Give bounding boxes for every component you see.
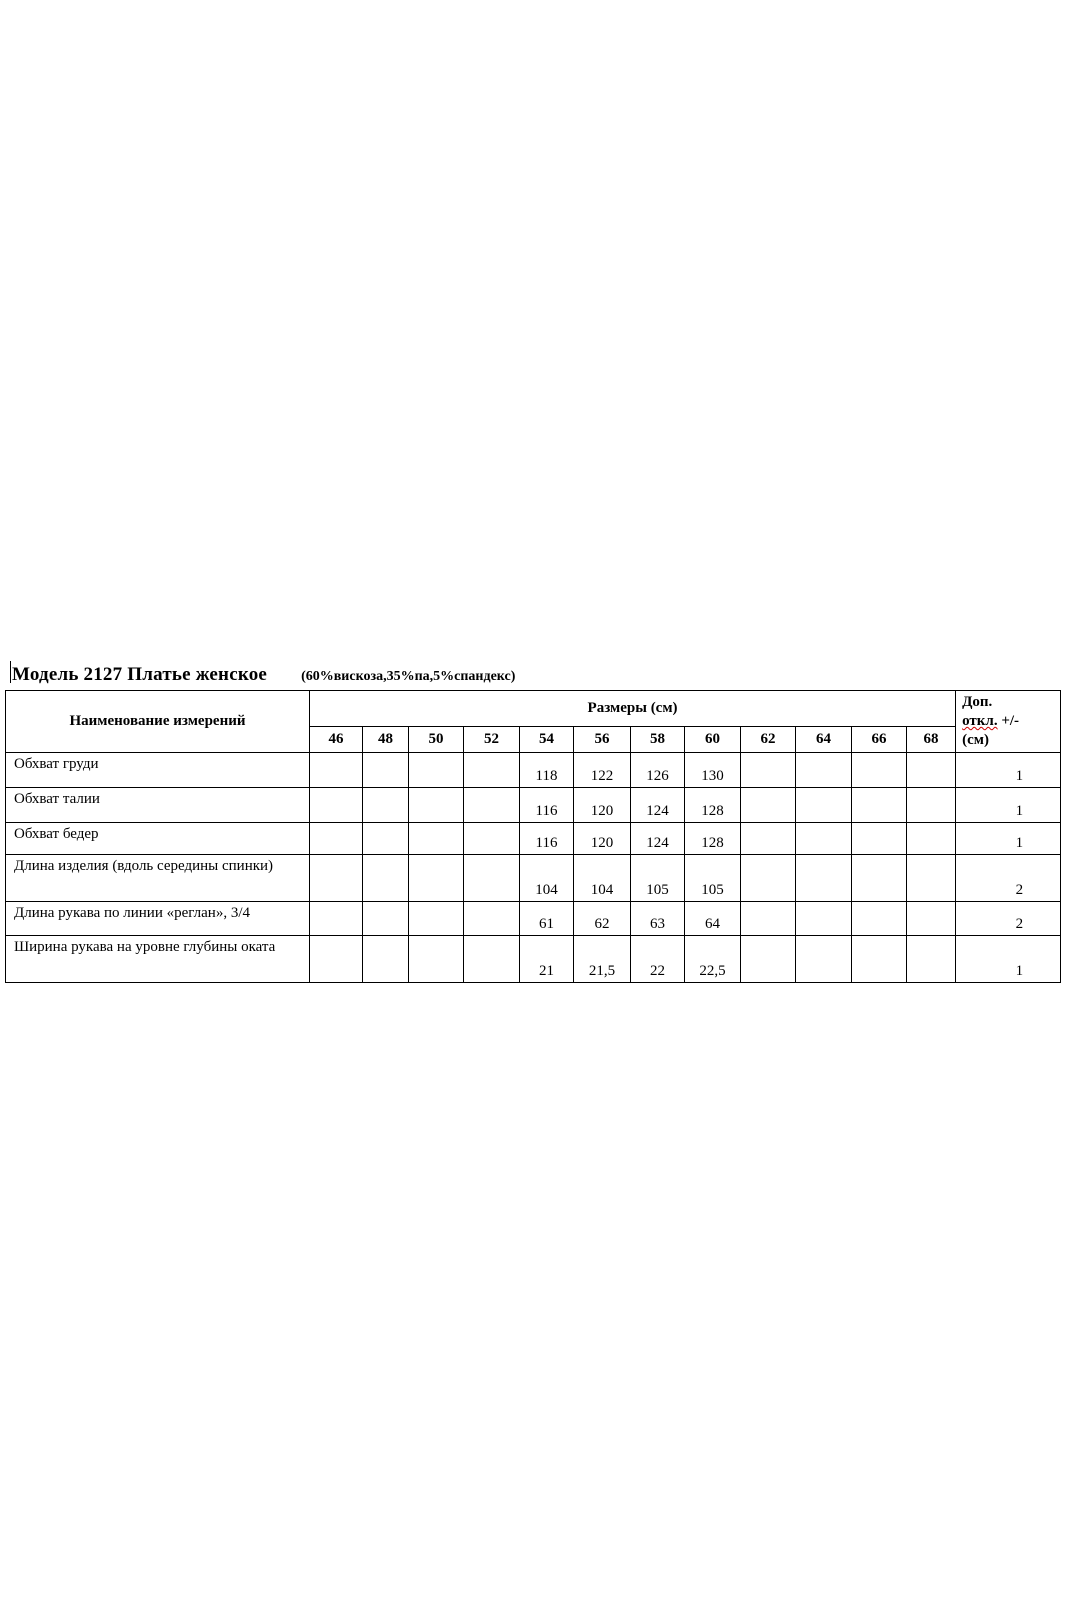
tolerance-header-unit: (см) <box>962 732 989 748</box>
tolerance-value: 2 <box>956 855 1061 902</box>
tolerance-header <box>956 691 1061 753</box>
measurement-value-size-48 <box>363 823 409 855</box>
measurement-value-size-48 <box>363 788 409 823</box>
measurement-value-size-62 <box>741 823 796 855</box>
measurement-value-size-48 <box>363 753 409 788</box>
measurement-value-size-66 <box>852 753 907 788</box>
measurement-value-size-68 <box>907 788 956 823</box>
measurement-rows <box>6 753 1061 983</box>
measurement-value-size-46 <box>310 855 363 902</box>
tolerance-value: 1 <box>956 936 1061 983</box>
measurement-value-size-64 <box>796 902 852 936</box>
measurement-value-size-56: 120 <box>574 788 631 823</box>
measurement-value-size-62 <box>741 936 796 983</box>
measurement-value-size-58: 22 <box>631 936 685 983</box>
measurement-value-size-54: 61 <box>520 902 574 936</box>
measurement-value-size-54: 118 <box>520 753 574 788</box>
measurement-value-size-66 <box>852 823 907 855</box>
measurement-value-size-68 <box>907 855 956 902</box>
table-header-row <box>6 691 1061 727</box>
measurement-value-size-48 <box>363 855 409 902</box>
measurement-value-size-62 <box>741 855 796 902</box>
measurement-value-size-56: 104 <box>574 855 631 902</box>
size-56: 56 <box>574 726 631 752</box>
measurement-value-size-62 <box>741 902 796 936</box>
measurement-value-size-68 <box>907 753 956 788</box>
measurement-name: Обхват бедер <box>6 823 310 855</box>
table-row <box>6 753 1061 788</box>
measurement-value-size-46 <box>310 902 363 936</box>
text-cursor <box>10 661 11 683</box>
measurement-value-size-46 <box>310 936 363 983</box>
measurement-value-size-56: 120 <box>574 823 631 855</box>
tolerance-header-line1: Доп. <box>962 694 993 710</box>
measurement-value-size-66 <box>852 902 907 936</box>
size-46: 46 <box>310 726 363 752</box>
measurement-value-size-68 <box>907 936 956 983</box>
measurement-value-size-58: 124 <box>631 823 685 855</box>
measurement-value-size-58: 124 <box>631 788 685 823</box>
measurement-value-size-64 <box>796 855 852 902</box>
table-row <box>6 855 1061 902</box>
measurement-value-size-50 <box>409 788 464 823</box>
size-66: 66 <box>852 726 907 752</box>
measurement-value-size-58: 105 <box>631 855 685 902</box>
measurement-value-size-54: 21 <box>520 936 574 983</box>
measurement-value-size-66 <box>852 855 907 902</box>
title-line <box>12 664 515 686</box>
measurement-value-size-54: 116 <box>520 788 574 823</box>
measurement-value-size-52 <box>464 788 520 823</box>
measurement-value-size-68 <box>907 902 956 936</box>
measurement-value-size-60: 128 <box>685 788 741 823</box>
size-54: 54 <box>520 726 574 752</box>
measurement-value-size-56: 21,5 <box>574 936 631 983</box>
measurement-value-size-50 <box>409 936 464 983</box>
measurement-value-size-60: 130 <box>685 753 741 788</box>
measurement-value-size-52 <box>464 823 520 855</box>
table-row <box>6 902 1061 936</box>
measurement-value-size-54: 104 <box>520 855 574 902</box>
measurement-value-size-46 <box>310 788 363 823</box>
measurement-value-size-56: 62 <box>574 902 631 936</box>
measurement-value-size-60: 105 <box>685 855 741 902</box>
measurement-name-header: Наименование измерений <box>6 691 310 753</box>
sizes-header: Размеры (см) <box>310 691 956 727</box>
measurement-value-size-64 <box>796 823 852 855</box>
measurement-value-size-50 <box>409 823 464 855</box>
measurement-name: Обхват талии <box>6 788 310 823</box>
measurement-value-size-50 <box>409 855 464 902</box>
size-table <box>5 690 1061 983</box>
measurement-value-size-58: 63 <box>631 902 685 936</box>
measurement-value-size-64 <box>796 788 852 823</box>
tolerance-value: 1 <box>956 753 1061 788</box>
tolerance-header-sign: +/- <box>1001 713 1020 729</box>
measurement-value-size-46 <box>310 753 363 788</box>
size-58: 58 <box>631 726 685 752</box>
measurement-value-size-60: 64 <box>685 902 741 936</box>
tolerance-header-word: откл. <box>962 713 998 729</box>
measurement-value-size-56: 122 <box>574 753 631 788</box>
measurement-value-size-52 <box>464 855 520 902</box>
measurement-value-size-64 <box>796 753 852 788</box>
measurement-value-size-62 <box>741 788 796 823</box>
measurement-value-size-52 <box>464 936 520 983</box>
tolerance-value: 2 <box>956 902 1061 936</box>
table-row <box>6 788 1061 823</box>
tolerance-value: 1 <box>956 823 1061 855</box>
measurement-value-size-68 <box>907 823 956 855</box>
table-row <box>6 823 1061 855</box>
tolerance-value: 1 <box>956 788 1061 823</box>
measurement-value-size-54: 116 <box>520 823 574 855</box>
measurement-value-size-48 <box>363 902 409 936</box>
size-60: 60 <box>685 726 741 752</box>
measurement-value-size-52 <box>464 753 520 788</box>
measurement-value-size-58: 126 <box>631 753 685 788</box>
measurement-value-size-66 <box>852 788 907 823</box>
measurement-value-size-50 <box>409 902 464 936</box>
measurement-value-size-48 <box>363 936 409 983</box>
size-48: 48 <box>363 726 409 752</box>
measurement-name: Ширина рукава на уровне глубины оката <box>6 936 310 983</box>
measurement-value-size-60: 128 <box>685 823 741 855</box>
measurement-value-size-46 <box>310 823 363 855</box>
measurement-name: Обхват груди <box>6 753 310 788</box>
size-62: 62 <box>741 726 796 752</box>
fabric-composition: (60%вискоза,35%па,5%спандекс) <box>301 669 516 684</box>
table-row <box>6 936 1061 983</box>
measurement-value-size-66 <box>852 936 907 983</box>
measurement-value-size-52 <box>464 902 520 936</box>
measurement-name: Длина изделия (вдоль середины спинки) <box>6 855 310 902</box>
size-64: 64 <box>796 726 852 752</box>
measurement-value-size-62 <box>741 753 796 788</box>
size-68: 68 <box>907 726 956 752</box>
measurement-value-size-64 <box>796 936 852 983</box>
measurement-value-size-60: 22,5 <box>685 936 741 983</box>
model-title: Модель 2127 Платье женское <box>12 664 268 685</box>
size-52: 52 <box>464 726 520 752</box>
size-50: 50 <box>409 726 464 752</box>
measurement-name: Длина рукава по линии «реглан», 3/4 <box>6 902 310 936</box>
measurement-value-size-50 <box>409 753 464 788</box>
